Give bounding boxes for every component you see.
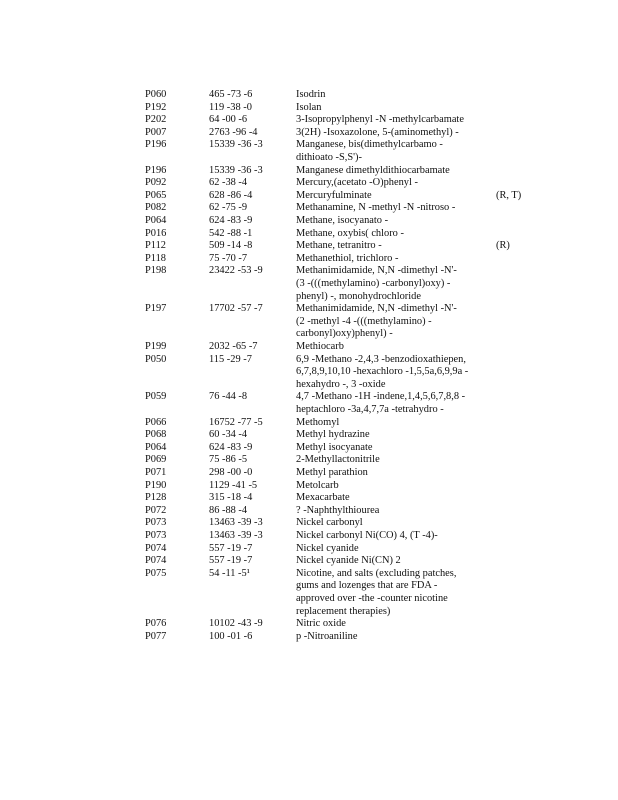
substance-name	[296, 492, 482, 505]
substance-name-line: gums and lozenges that are FDA -	[296, 580, 438, 592]
substance-name	[296, 429, 482, 442]
substance-name	[296, 480, 482, 493]
cas-number: 628 -86 -4	[209, 189, 253, 201]
cas-number: 62 -75 -9	[209, 202, 248, 214]
substance-name-line: Nickel cyanide Ni(CN) 2	[296, 555, 401, 567]
cas-number: 64 -00 -6	[209, 114, 248, 126]
cas-number: 23422 -53 -9	[209, 265, 263, 277]
substance-name-line: 6,9 -Methano -2,4,3 -benzodioxathiepen,	[296, 353, 466, 365]
substance-name	[296, 543, 482, 556]
cas-number: 54 -11 -5¹	[209, 567, 250, 579]
substance-name-line: 4,7 -Methano -1H -indene,1,4,5,6,7,8,8 -	[296, 391, 466, 403]
cas-number: 115 -29 -7	[209, 353, 252, 365]
waste-code: P112	[145, 240, 166, 252]
substance-name-line: Nickel carbonyl Ni(CO) 4, (T -4)-	[296, 530, 438, 541]
waste-code: P064	[145, 441, 167, 453]
substance-name-line: Methyl parathion	[296, 467, 368, 478]
waste-code: P077	[145, 630, 167, 642]
waste-code: P064	[145, 215, 167, 226]
substance-name-line: Mexacarbate	[296, 492, 350, 504]
cas-number: 17702 -57 -7	[209, 303, 263, 315]
substance-name	[296, 354, 482, 392]
waste-code: P073	[145, 530, 167, 541]
waste-code: P074	[145, 555, 167, 567]
cas-number: 542 -88 -1	[209, 227, 253, 239]
waste-code: P196	[145, 164, 167, 176]
waste-code: P060	[145, 89, 167, 100]
substance-name-line: Methanamine, N -methyl -N -nitroso -	[296, 202, 456, 214]
waste-code: P082	[145, 202, 167, 214]
substance-name	[296, 265, 482, 303]
waste-code: P190	[145, 479, 167, 491]
substance-name-line: Methane, isocyanato -	[296, 215, 389, 226]
waste-code: P076	[145, 618, 167, 630]
cas-number: 557 -19 -7	[209, 555, 253, 567]
substance-name-line: Metolcarb	[296, 479, 339, 491]
substance-name-line: Isodrin	[296, 89, 326, 100]
substance-name	[296, 139, 482, 164]
waste-code: P071	[145, 467, 167, 478]
substance-name	[296, 202, 482, 215]
substance-name-line: Nickel carbonyl	[296, 517, 363, 529]
cas-number: 2032 -65 -7	[209, 341, 258, 352]
substance-name	[296, 467, 482, 480]
cas-number: 13463 -39 -3	[209, 517, 263, 529]
waste-code: P202	[145, 114, 167, 126]
substance-name-line: replacement therapies)	[296, 605, 391, 617]
cas-number: 15339 -36 -3	[209, 164, 263, 176]
substance-name	[296, 127, 482, 140]
waste-code: P050	[145, 353, 167, 365]
substance-name	[296, 341, 482, 354]
waste-code: P192	[145, 101, 167, 113]
substance-name-line: Isolan	[296, 101, 322, 113]
cas-number: 60 -34 -4	[209, 429, 248, 441]
substance-name-line: Methiocarb	[296, 341, 344, 352]
cas-number: 15339 -36 -3	[209, 139, 263, 151]
waste-code: P092	[145, 177, 167, 189]
cas-number: 119 -38 -0	[209, 101, 252, 113]
cas-number: 624 -83 -9	[209, 215, 253, 226]
cas-number: 75 -70 -7	[209, 252, 248, 264]
substance-name-line: carbonyl)oxy)phenyl) -	[296, 328, 393, 340]
waste-code: P068	[145, 429, 167, 441]
substance-name	[296, 165, 482, 178]
waste-code: P128	[145, 492, 167, 504]
cas-number: 509 -14 -8	[209, 240, 253, 252]
substance-name	[296, 89, 482, 102]
waste-code: P007	[145, 126, 167, 138]
substance-name	[296, 517, 482, 530]
substance-name-line: Methane, tetranitro -	[296, 240, 382, 252]
waste-code: P199	[145, 341, 167, 352]
waste-code: P197	[145, 303, 167, 315]
substance-name	[296, 253, 482, 266]
substance-name	[296, 530, 482, 543]
substance-name	[296, 454, 482, 467]
waste-code: P073	[145, 517, 167, 529]
substance-name	[296, 555, 482, 568]
substance-name-line: approved over -the -counter nicotine	[296, 592, 448, 604]
substance-name-line: Methane, oxybis( chloro -	[296, 227, 404, 239]
cas-number: 1129 -41 -5	[209, 479, 258, 491]
cas-number: 13463 -39 -3	[209, 530, 263, 541]
substance-name-line: phenyl) -, monohydrochloride	[296, 290, 421, 302]
substance-name-line: 2-Methyllactonitrile	[296, 454, 380, 466]
waste-code: P072	[145, 504, 167, 516]
substance-name	[296, 391, 482, 416]
substance-name-line: (2 -methyl -4 -(((methylamino) -	[296, 315, 432, 327]
substance-name-line: Methyl hydrazine	[296, 429, 370, 441]
waste-code: P065	[145, 189, 167, 201]
substance-name	[296, 618, 482, 631]
cas-number: 2763 -96 -4	[209, 126, 258, 138]
cas-number: 16752 -77 -5	[209, 416, 263, 428]
substance-name	[296, 417, 482, 430]
cas-number: 75 -86 -5	[209, 454, 248, 466]
substance-name	[296, 228, 482, 241]
substance-name	[296, 442, 482, 455]
hazard-code: (R)	[496, 240, 510, 252]
waste-code: P016	[145, 227, 167, 239]
hazard-code: (R, T)	[496, 189, 522, 201]
substance-name	[296, 177, 482, 190]
cas-number: 86 -88 -4	[209, 504, 248, 516]
substance-name-line: Nicotine, and salts (excluding patches,	[296, 567, 457, 579]
substance-name-line: Mercury,(acetato -O)phenyl -	[296, 177, 418, 189]
substance-name	[296, 215, 482, 228]
substance-name	[296, 505, 482, 518]
substance-name	[296, 240, 482, 253]
substance-name	[296, 102, 482, 115]
waste-code: P074	[145, 542, 167, 554]
substance-name-line: heptachloro -3a,4,7,7a -tetrahydro -	[296, 403, 444, 415]
substance-name-line: 6,7,8,9,10,10 -hexachloro -1,5,5a,6,9,9a -	[296, 366, 469, 378]
substance-name-line: Manganese, bis(dimethylcarbamo -	[296, 139, 443, 151]
waste-code: P059	[145, 391, 167, 403]
substance-name-line: Mercuryfulminate	[296, 189, 372, 201]
substance-name	[296, 568, 482, 618]
substance-name-line: hexahydro -, 3 -oxide	[296, 378, 386, 390]
cas-number: 10102 -43 -9	[209, 618, 263, 630]
substance-name-line: Methanimidamide, N,N -dimethyl -N'-	[296, 265, 457, 277]
substance-name-line: 3(2H) -Isoxazolone, 5-(aminomethyl) -	[296, 126, 459, 138]
substance-name-line: (3 -(((methylamino) -carbonyl)oxy) -	[296, 277, 451, 289]
substance-name-line: p -Nitroaniline	[296, 630, 358, 642]
waste-code: P198	[145, 265, 167, 277]
substance-name-line: Nitric oxide	[296, 618, 346, 630]
cas-number: 62 -38 -4	[209, 177, 248, 189]
substance-name-line: dithioato -S,S')-	[296, 151, 362, 163]
waste-code: P066	[145, 416, 167, 428]
cas-number: 624 -83 -9	[209, 441, 253, 453]
substance-name-line: Nickel cyanide	[296, 542, 359, 554]
substance-name	[296, 114, 482, 127]
substance-name-line: Methanimidamide, N,N -dimethyl -N'-	[296, 303, 457, 315]
cas-number: 315 -18 -4	[209, 492, 253, 504]
waste-code: P196	[145, 139, 167, 151]
substance-name	[296, 303, 482, 341]
cas-number: 100 -01 -6	[209, 630, 253, 642]
substance-name-line: Methomyl	[296, 416, 340, 428]
substance-name-line: Methyl isocyanate	[296, 441, 373, 453]
cas-number: 76 -44 -8	[209, 391, 248, 403]
substance-name-line: ? -Naphthylthiourea	[296, 504, 380, 516]
substance-name	[296, 190, 482, 203]
cas-number: 465 -73 -6	[209, 89, 253, 100]
substance-name	[296, 631, 482, 644]
substance-name-line: Methanethiol, trichloro -	[296, 252, 399, 264]
substance-name-line: 3-Isopropylphenyl -N -methylcarbamate	[296, 114, 464, 126]
cas-number: 557 -19 -7	[209, 542, 253, 554]
waste-code: P075	[145, 567, 167, 579]
substance-name-line: Manganese dimethyldithiocarbamate	[296, 164, 450, 176]
waste-code: P118	[145, 252, 166, 264]
waste-code: P069	[145, 454, 167, 466]
cas-number: 298 -00 -0	[209, 467, 253, 478]
